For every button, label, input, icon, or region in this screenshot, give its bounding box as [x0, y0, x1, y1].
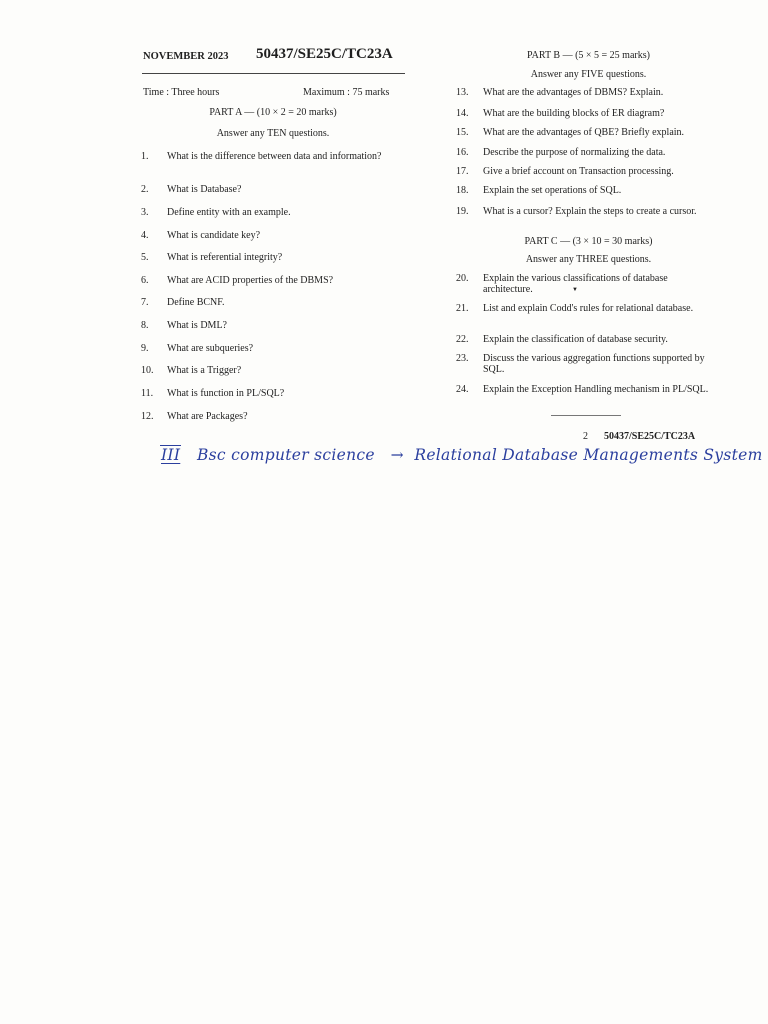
question-number: 10. — [141, 365, 154, 376]
part-c-title: PART C — (3 × 10 = 30 marks) — [524, 236, 653, 247]
question-text: Define BCNF. — [167, 297, 225, 308]
question-number: 3. — [141, 207, 149, 218]
question-text: What is a Trigger? — [167, 365, 242, 376]
question-number: 11. — [141, 388, 154, 399]
question-number: 16. — [456, 147, 469, 158]
question-number: 7. — [141, 297, 149, 308]
question-number: 4. — [141, 230, 149, 241]
question-text: What are the building blocks of ER diagram? — [483, 108, 665, 119]
question-text: What are Packages? — [167, 411, 248, 422]
question-text: What is candidate key? — [167, 230, 261, 241]
question-number: 6. — [141, 275, 149, 286]
question-text: Discuss the various aggregation functions supported by SQL. — [483, 353, 705, 375]
part-c-instruction: Answer any THREE questions. — [525, 254, 652, 265]
paper-code: 50437/SE25C/TC23A — [256, 46, 393, 62]
question-number: 5. — [141, 252, 149, 263]
question-number: 9. — [141, 343, 149, 354]
stray-mark: ▼ — [572, 287, 578, 293]
part-b-instruction: Answer any FIVE questions. — [530, 69, 647, 80]
part-a-title: PART A — (10 × 2 = 20 marks) — [209, 107, 337, 118]
question-text: What is a cursor? Explain the steps to create a cursor. — [483, 206, 697, 217]
question-text: Define entity with an example. — [167, 207, 291, 218]
part-b-title: PART B — (5 × 5 = 25 marks) — [527, 50, 650, 61]
question-number: 14. — [456, 108, 469, 119]
question-text: Give a brief account on Transaction processing. — [483, 166, 674, 177]
question-number: 21. — [456, 303, 469, 314]
question-text: What is DML? — [167, 320, 227, 331]
page-footer — [583, 431, 695, 442]
question-text: Explain the set operations of SQL. — [483, 185, 622, 196]
page-number: 2 — [583, 431, 588, 442]
question-text: What is the difference between data and information? — [167, 151, 382, 162]
header-rule — [142, 73, 405, 74]
question-number: 19. — [456, 206, 469, 217]
question-number: 2. — [141, 184, 149, 195]
question-text: Explain the classification of database security. — [483, 334, 668, 345]
question-text: What is function in PL/SQL? — [167, 388, 285, 399]
question-text: What are ACID properties of the DBMS? — [167, 275, 334, 286]
question-number: 24. — [456, 384, 469, 395]
part-a-instruction: Answer any TEN questions. — [216, 128, 330, 139]
handwritten-note — [160, 446, 763, 464]
question-number: 15. — [456, 127, 469, 138]
handwritten-year: III — [161, 446, 181, 464]
question-text: What are the advantages of DBMS? Explain. — [483, 87, 664, 98]
question-number: 8. — [141, 320, 149, 331]
question-text: What is Database? — [167, 184, 242, 195]
question-number: 13. — [456, 87, 469, 98]
handwritten-arrow: → — [390, 446, 404, 464]
handwritten-subject: Relational Database Managements System — [414, 446, 763, 464]
question-number: 18. — [456, 185, 469, 196]
question-number: 22. — [456, 334, 469, 345]
question-text: List and explain Codd's rules for relational database. — [483, 303, 694, 314]
question-number: 17. — [456, 166, 469, 177]
question-text: Explain the Exception Handling mechanism in PL/SQL. — [483, 384, 709, 395]
exam-duration: Time : Three hours — [143, 87, 220, 98]
question-text: Describe the purpose of normalizing the data. — [483, 147, 666, 158]
maximum-marks: Maximum : 75 marks — [303, 87, 390, 98]
exam-date: NOVEMBER 2023 — [143, 51, 229, 62]
question-number: 12. — [141, 411, 154, 422]
question-number: 20. — [456, 273, 469, 284]
question-text: Explain the various classifications of database architecture. — [483, 273, 668, 295]
footer-paper-code: 50437/SE25C/TC23A — [604, 431, 696, 442]
end-rule — [551, 415, 621, 416]
question-number: 1. — [141, 151, 149, 162]
question-text: What are subqueries? — [167, 343, 254, 354]
handwritten-course: Bsc computer science — [196, 446, 375, 464]
question-text: What are the advantages of QBE? Briefly explain. — [483, 127, 685, 138]
question-number: 23. — [456, 353, 469, 364]
question-text: What is referential integrity? — [167, 252, 283, 263]
